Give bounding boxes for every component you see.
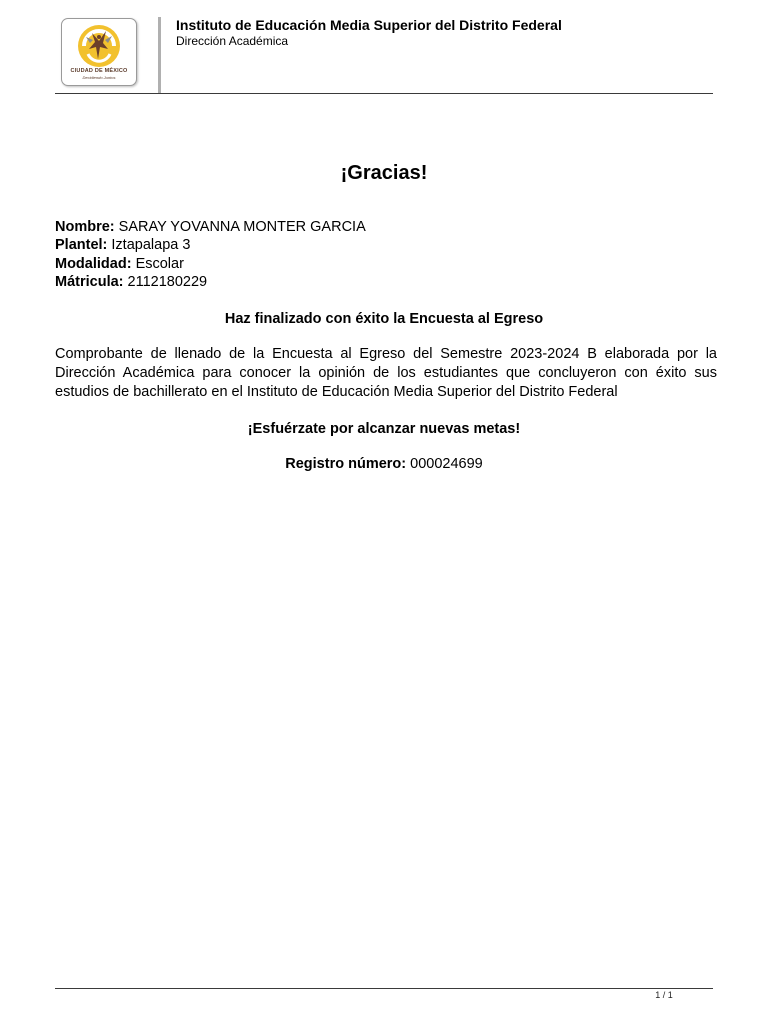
- logo-seal-text: CIUDAD DE MÉXICO: [70, 68, 128, 74]
- field-nombre: [55, 219, 366, 235]
- department-name: Dirección Académica: [176, 34, 289, 48]
- footer-divider: [55, 988, 713, 989]
- completion-heading: Haz finalizado con éxito la Encuesta al Egreso: [224, 311, 544, 327]
- cdmx-logo: [61, 18, 137, 86]
- field-matricula: [55, 274, 207, 290]
- field-value: Escolar: [135, 256, 184, 272]
- field-label: Nombre:: [55, 219, 115, 235]
- field-label: Modalidad:: [55, 256, 132, 272]
- institution-name: Instituto de Educación Media Superior del Distrito Federal: [176, 17, 562, 33]
- field-modalidad: [55, 256, 184, 272]
- registro-label: Registro número:: [285, 456, 407, 472]
- registro-value: 000024699: [410, 456, 483, 472]
- field-value: Iztapalapa 3: [111, 237, 191, 253]
- field-value: 2112180229: [127, 274, 208, 290]
- description-paragraph: Comprobante de llenado de la Encuesta al Egreso del Semestre 2023-2024 B elaborada por la Dirección Académica para conocer la opinión de los estudiantes que concluyeron con éxito sus estudios de bachillerato en el Instituto de Educación Media Superior del Distrito Federal: [55, 346, 717, 400]
- header-divider: [158, 17, 161, 93]
- registro-number: [0, 456, 768, 472]
- field-label: Plantel:: [55, 237, 108, 253]
- field-value: SARAY YOVANNA MONTER GARCIA: [118, 219, 366, 235]
- page-indicator: 1 / 1: [655, 990, 673, 1000]
- field-plantel: [55, 237, 190, 253]
- page-title: ¡Gracias!: [340, 162, 428, 184]
- document-header: [55, 14, 713, 94]
- motivation-text: ¡Esfuérzate por alcanzar nuevas metas!: [247, 421, 521, 437]
- logo-seal-subtext: Decidiendo Juntos: [82, 75, 116, 80]
- field-label: Mátricula:: [55, 274, 124, 290]
